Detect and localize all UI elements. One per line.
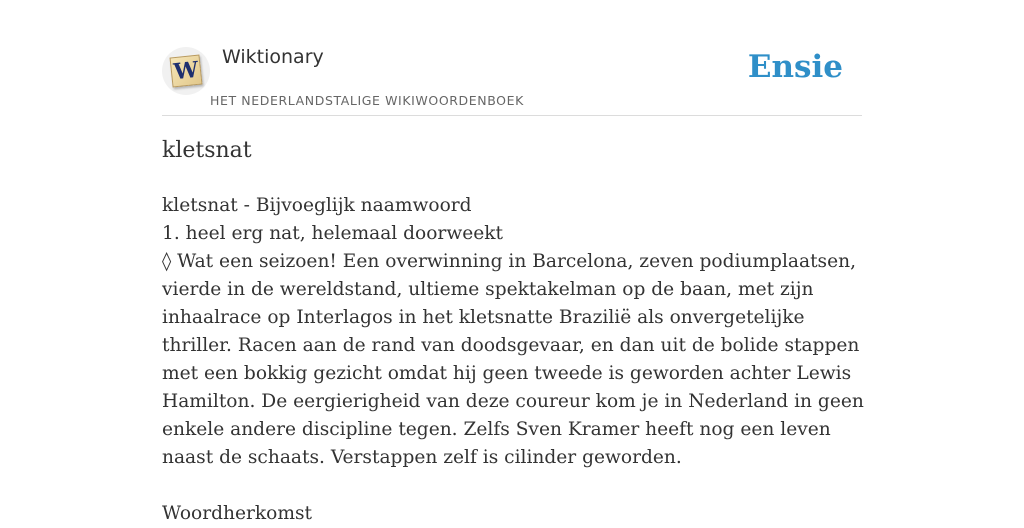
site-tagline: HET NEDERLANDSTALIGE WIKIWOORDENBOEK — [210, 93, 524, 108]
entry-title: kletsnat — [162, 138, 252, 163]
site-name[interactable]: Wiktionary — [222, 46, 324, 68]
section-spacer — [162, 472, 864, 500]
entry-content — [162, 192, 864, 528]
wiktionary-logo[interactable] — [162, 47, 210, 95]
wiktionary-tile-icon: W — [170, 55, 203, 88]
definition-header: kletsnat - Bijvoeglijk naamwoord — [162, 195, 472, 216]
definition-text: 1. heel erg nat, helemaal doorweekt — [162, 223, 503, 244]
ensie-brand-logo[interactable]: Ensie — [747, 49, 843, 85]
site-header — [162, 40, 862, 116]
etymology-header: Woordherkomst — [162, 503, 313, 524]
example-text: ◊ Wat een seizoen! Een overwinning in Barcelona, zeven podiumplaatsen, vierde in de wereldstand, ultieme spektakelman op de baan, met zijn inhaalrace op Interlagos in het kletsnatte Brazilië als onvergetelijke thriller. Racen aan de rand van doodsgevaar, en dan uit de bolide stappen met een bokkig gezicht omdat hij geen tweede is geworden achter Lewis Hamilton. De eergierigheid van deze coureur kom je in Nederland in geen enkele andere discipline tegen. Zelfs Sven Kramer heeft nog een leven naast de schaats. Verstappen zelf is cilinder geworden. — [162, 251, 864, 468]
